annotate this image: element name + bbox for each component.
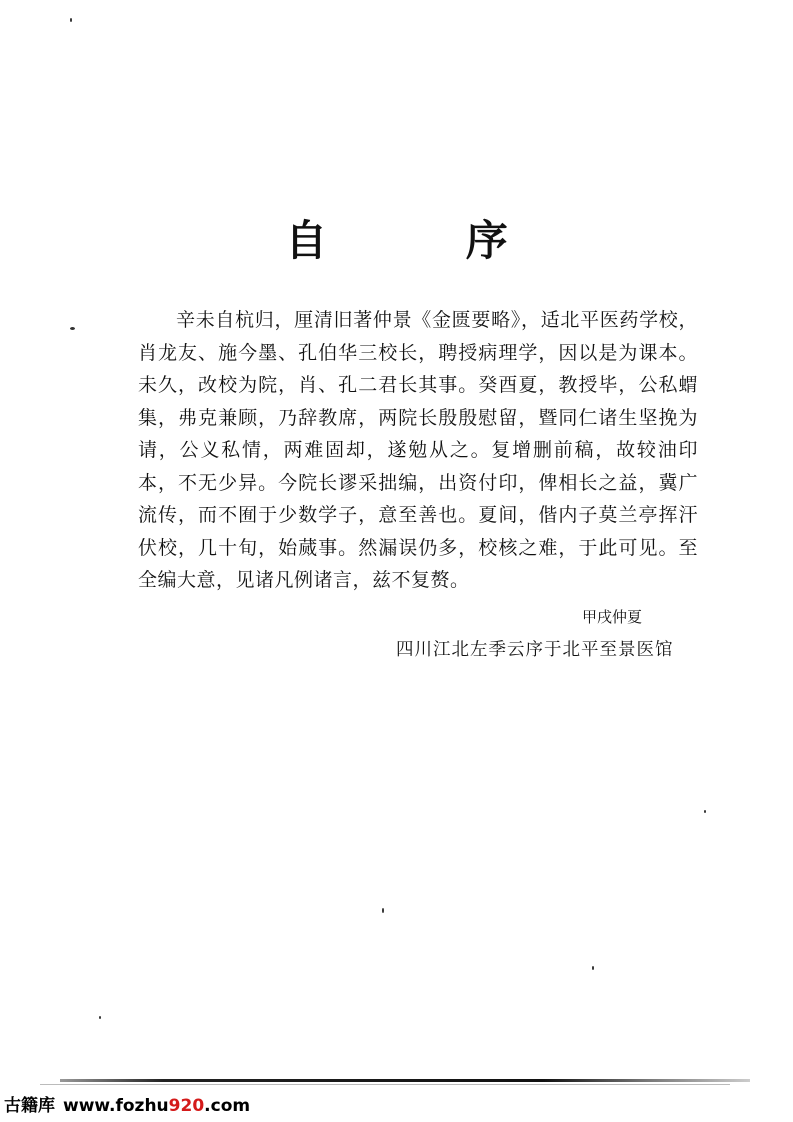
watermark-site-number: 920 xyxy=(168,1096,205,1116)
watermark-site-prefix: www.fozhu xyxy=(63,1096,169,1116)
preface-paragraph: 辛未自杭归，厘清旧著仲景《金匮要略》，适北平医药学校，肖龙友、施今墨、孔伯华三校长，聘授病理学，因以是为课本。未久，改校为院，肖、孔二君长其事。癸酉夏，教授毕，公私蝟集，弗克兼顾，乃辞教席，两院长殷殷慰留，暨同仁诸生坚挽为请，公义私情，两难固却，遂勉从之。复增删前稿，故较油印本，不无少异。今院长谬采拙编，出资付印，俾相长之益，冀广流传，而不囿于少数学子，意至善也。夏间，偕内子莫兰亭挥汗伏校，几十旬，始蒇事。然漏误仍多，校核之难，于此可见。至全编大意，见诸凡例诸言，兹不复赘。 xyxy=(138,309,698,591)
scan-speck xyxy=(70,327,75,330)
watermark-name: 古籍库 xyxy=(4,1096,55,1116)
preface-body xyxy=(138,304,698,597)
watermark-site-suffix: .com xyxy=(204,1096,251,1116)
scan-speck xyxy=(704,810,706,813)
scan-speck xyxy=(382,908,384,913)
page-title: 自 序 xyxy=(285,216,570,265)
watermark-site xyxy=(63,1096,250,1116)
signature-author: 四川江北左季云序于北平至景医馆 xyxy=(396,640,674,660)
scan-speck xyxy=(592,966,594,970)
footer-rule-thin xyxy=(40,1084,730,1085)
scan-speck xyxy=(99,1016,101,1019)
footer-rule xyxy=(60,1079,750,1082)
scan-speck xyxy=(70,18,72,22)
signature-date: 甲戌仲夏 xyxy=(582,608,643,626)
watermark xyxy=(4,1091,250,1116)
